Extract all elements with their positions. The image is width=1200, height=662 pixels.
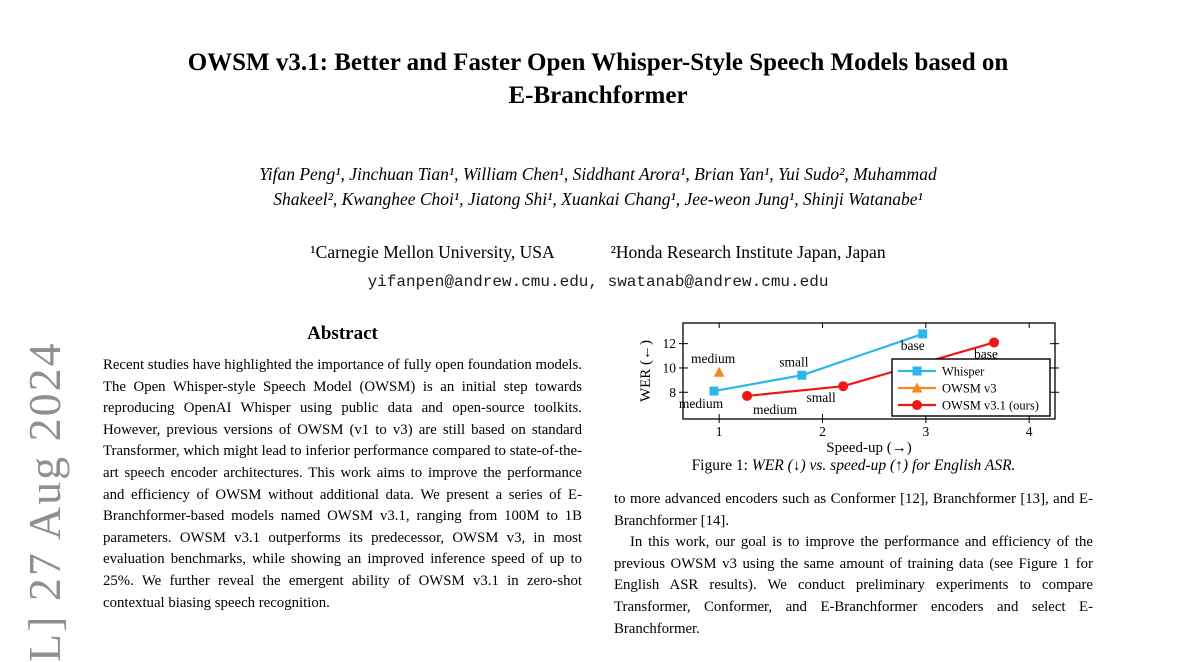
- two-column-layout: [103, 319, 1093, 640]
- paper-page: [103, 0, 1093, 640]
- svg-text:3: 3: [921, 424, 929, 439]
- svg-text:small: small: [806, 390, 836, 406]
- abstract-heading: Abstract: [307, 323, 378, 344]
- author-list-line1: Yifan Peng¹, Jinchuan Tian¹, William Chen¹, Siddhant Arora¹, Brian Yan¹, Yui Sudo², Muhammad: [259, 164, 937, 184]
- abstract-text: Recent studies have highlighted the importance of fully open foundation models. The Open Whisper-style Speech Model (OWSM) is an initial step towards reproducing OpenAI Whisper using public data and open-source toolkits. However, previous versions of OWSM (v1 to v3) are still based on standard Transformer, which might lead to inferior performance compared to state-of-the-art speech encoder architectures. This work aims to improve the performance and efficiency of OWSM without additional data. We present a series of E-Branchformer-based models named OWSM v3.1, ranging from 100M to 1B parameters. OWSM v3.1 outperforms its predecessor, OWSM v3, in most evaluation benchmarks, while showing an improved inference speed of up to 25%. We further reveal the emergent ability of OWSM v3.1 in zero-shot contextual biasing speech recognition.: [103, 357, 582, 611]
- affiliations: [103, 242, 1093, 263]
- left-column: [103, 319, 582, 640]
- arxiv-watermark: L] 27 Aug 2024: [19, 341, 70, 662]
- svg-text:2: 2: [818, 424, 826, 439]
- svg-text:medium: medium: [678, 396, 723, 412]
- paper-title: [103, 46, 1093, 112]
- body-paragraph-1: to more advanced encoders such as Conformer [12], Branchformer [13], and E-Branchformer [14].: [614, 491, 1093, 529]
- wer-speedup-chart: [637, 319, 1067, 459]
- svg-text:Speed-up (→): Speed-up (→): [825, 440, 912, 456]
- paper-title-line1: OWSM v3.1: Better and Faster Open Whisper-Style Speech Models based on: [187, 49, 1009, 76]
- svg-text:8: 8: [668, 384, 676, 400]
- affiliation-honda: ²Honda Research Institute Japan, Japan: [610, 242, 886, 262]
- author-list-line2: Shakeel², Kwanghee Choi¹, Jiatong Shi¹, Xuankai Chang¹, Jee-weon Jung¹, Shinji Watanabe¹: [273, 189, 923, 209]
- svg-text:base: base: [973, 346, 998, 362]
- svg-text:4: 4: [1025, 424, 1033, 439]
- body-paragraph-2: In this work, our goal is to improve the performance and efficiency of the previous OWSM v3 using the same amount of training data (see Figure 1 for English ASR results). We conduct preliminary experiments to compare Transformer, Conformer, and E-Branchformer encoders and select E-Branchformer.: [614, 534, 1093, 637]
- figure-1-caption: [637, 457, 1071, 475]
- svg-text:medium: medium: [752, 401, 797, 417]
- svg-text:1: 1: [715, 424, 723, 439]
- figure-caption-prefix: Figure 1:: [691, 457, 752, 474]
- svg-text:small: small: [778, 354, 808, 370]
- svg-text:10: 10: [662, 360, 676, 376]
- svg-text:12: 12: [662, 336, 676, 352]
- author-list: [103, 162, 1093, 212]
- right-column: [614, 319, 1093, 640]
- svg-text:medium: medium: [690, 351, 735, 367]
- affiliation-cmu: ¹Carnegie Mellon University, USA: [310, 242, 555, 262]
- figure-1: [637, 319, 1071, 475]
- figure-caption-text: WER (↓) vs. speed-up (↑) for English ASR.: [751, 457, 1016, 474]
- svg-text:WER (←): WER (←): [637, 339, 654, 403]
- paper-title-line2: E-Branchformer: [508, 82, 688, 109]
- svg-text:base: base: [900, 337, 925, 353]
- author-emails: yifanpen@andrew.cmu.edu, swatanab@andrew.cmu.edu: [367, 273, 829, 291]
- svg-text:OWSM v3.1 (ours): OWSM v3.1 (ours): [941, 398, 1039, 413]
- svg-text:Whisper: Whisper: [941, 364, 984, 379]
- svg-text:OWSM v3: OWSM v3: [941, 381, 997, 396]
